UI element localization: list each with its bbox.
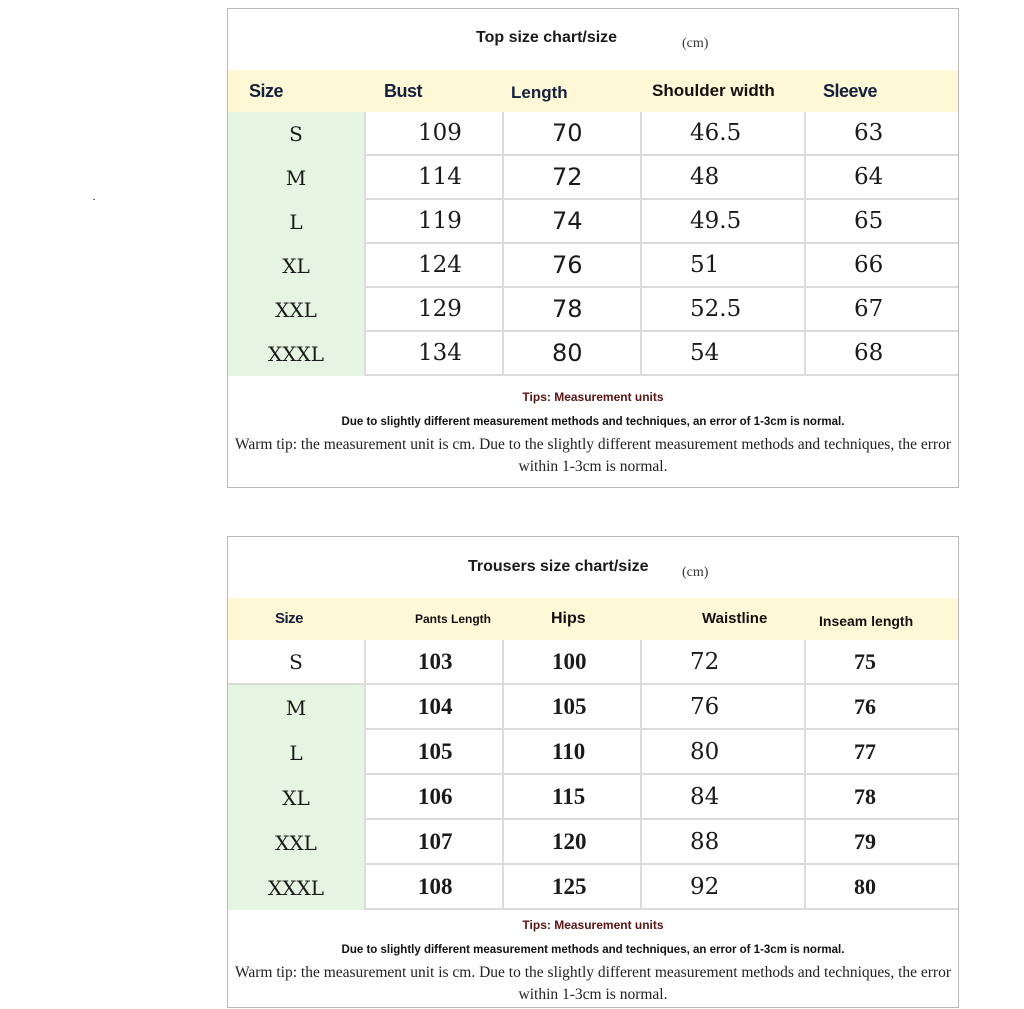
table-cell: 120 [504, 820, 642, 865]
table-cell: 72 [642, 640, 806, 685]
size-label-cell: XL [228, 775, 366, 820]
size-label-cell: XXXL [228, 332, 366, 376]
table-cell: 134 [366, 332, 504, 376]
table-cell: 64 [806, 156, 958, 200]
column-header-hips: Hips [551, 610, 586, 627]
size-label-cell: XL [228, 244, 366, 288]
tips-heading: Tips: Measurement units [522, 918, 664, 932]
tips-warm-note: Warm tip: the measurement unit is cm. Due to the slightly different measurement methods and techniques, the error within 1-3cm is normal. [234, 964, 951, 1003]
tips-detail: Due to slightly different measurement methods and techniques, an error of 1-3cm is normal. [341, 944, 845, 956]
top-chart-unit: (cm) [682, 36, 709, 51]
table-cell: 104 [366, 685, 504, 730]
table-cell: 92 [642, 865, 806, 910]
table-cell: 63 [806, 112, 958, 156]
size-label-cell: XXL [228, 288, 366, 332]
top-chart-header-row [228, 70, 958, 112]
tips-heading: Tips: Measurement units [522, 390, 664, 404]
table-cell: 49.5 [642, 200, 806, 244]
table-cell: 74 [504, 200, 642, 244]
table-cell: 65 [806, 200, 958, 244]
size-label-cell: S [228, 640, 366, 685]
size-label-cell: L [228, 730, 366, 775]
table-cell: 105 [504, 685, 642, 730]
top-chart-title-bar [228, 9, 958, 70]
column-header-size: Size [249, 81, 284, 101]
column-header-inseam-length: Inseam length [819, 613, 914, 629]
table-cell: 78 [504, 288, 642, 332]
table-cell: 67 [806, 288, 958, 332]
table-cell: 109 [366, 112, 504, 156]
table-cell: 108 [366, 865, 504, 910]
size-label-cell: XXXL [228, 865, 366, 910]
column-header-size: Size [275, 610, 304, 627]
table-cell: 107 [366, 820, 504, 865]
table-cell: 68 [806, 332, 958, 376]
table-cell: 80 [642, 730, 806, 775]
trousers-size-chart [227, 536, 959, 1008]
table-cell: 80 [806, 865, 958, 910]
column-header-sleeve: Sleeve [823, 81, 878, 101]
top-size-chart [227, 8, 959, 488]
trousers-chart-title: Trousers size chart/size [468, 558, 649, 575]
table-cell: 79 [806, 820, 958, 865]
table-cell: 52.5 [642, 288, 806, 332]
trousers-chart-tips [228, 910, 958, 1006]
size-label-cell: L [228, 200, 366, 244]
table-cell: 76 [504, 244, 642, 288]
size-label-cell: M [228, 156, 366, 200]
table-cell: 80 [504, 332, 642, 376]
table-cell: 76 [642, 685, 806, 730]
tips-detail: Due to slightly different measurement methods and techniques, an error of 1-3cm is normal. [341, 416, 845, 428]
table-cell: 76 [806, 685, 958, 730]
size-label-cell: M [228, 685, 366, 730]
table-cell: 48 [642, 156, 806, 200]
table-cell: 129 [366, 288, 504, 332]
table-cell: 70 [504, 112, 642, 156]
table-cell: 46.5 [642, 112, 806, 156]
size-label-cell: XXL [228, 820, 366, 865]
table-cell: 51 [642, 244, 806, 288]
trousers-chart-unit: (cm) [682, 565, 709, 580]
top-chart-tips [228, 376, 958, 478]
table-cell: 106 [366, 775, 504, 820]
table-cell: 114 [366, 156, 504, 200]
table-cell: 77 [806, 730, 958, 775]
table-cell: 54 [642, 332, 806, 376]
column-header-shoulder-width: Shoulder width [652, 81, 775, 100]
size-label-cell: S [228, 112, 366, 156]
trousers-chart-table [228, 640, 958, 910]
table-cell: 75 [806, 640, 958, 685]
trousers-chart-header-row [228, 598, 958, 640]
table-cell: 84 [642, 775, 806, 820]
table-cell: 88 [642, 820, 806, 865]
top-chart-table [228, 112, 958, 376]
table-cell: 72 [504, 156, 642, 200]
table-cell: 115 [504, 775, 642, 820]
column-header-waistline: Waistline [702, 610, 768, 627]
table-cell: 78 [806, 775, 958, 820]
column-header-length: Length [511, 83, 568, 102]
column-header-pants-length: Pants Length [415, 612, 492, 626]
table-cell: 105 [366, 730, 504, 775]
table-cell: 124 [366, 244, 504, 288]
table-cell: 110 [504, 730, 642, 775]
table-cell: 103 [366, 640, 504, 685]
table-cell: 66 [806, 244, 958, 288]
column-header-bust: Bust [384, 81, 422, 101]
table-cell: 100 [504, 640, 642, 685]
trousers-chart-title-bar [228, 537, 958, 598]
table-cell: 125 [504, 865, 642, 910]
stray-mark [93, 199, 95, 200]
table-cell: 119 [366, 200, 504, 244]
top-chart-title: Top size chart/size [476, 29, 618, 46]
tips-warm-note: Warm tip: the measurement unit is cm. Due to the slightly different measurement methods and techniques, the error within 1-3cm is normal. [234, 436, 951, 475]
